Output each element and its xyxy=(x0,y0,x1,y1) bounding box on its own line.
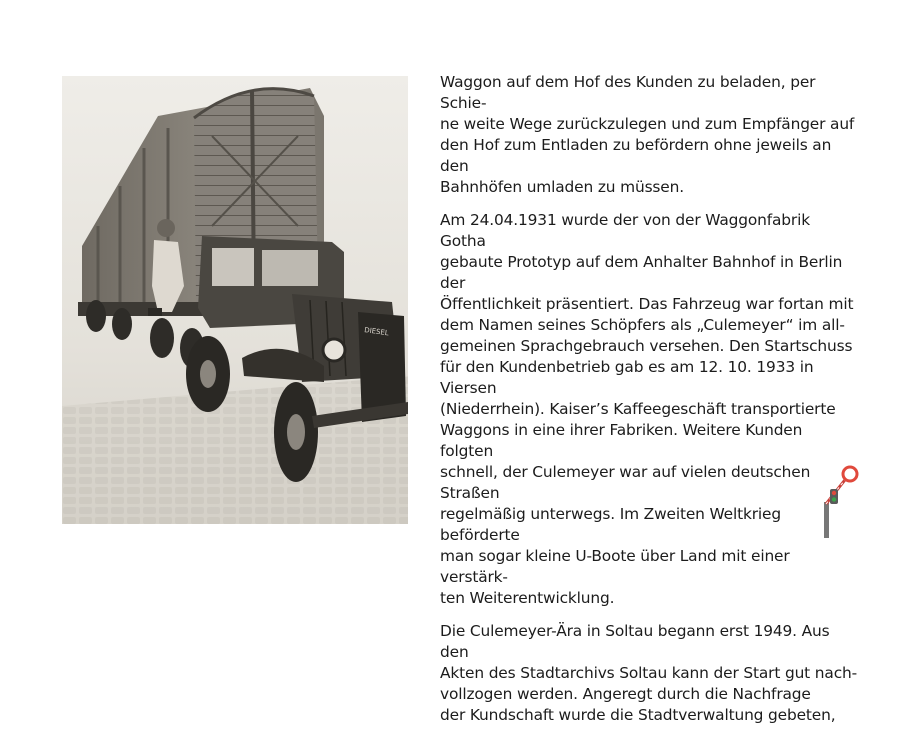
culemeyer-photo xyxy=(62,76,408,524)
article-text xyxy=(440,72,858,738)
railway-signal-icon xyxy=(812,462,860,538)
photo-plate-text: DIESEL xyxy=(363,326,390,338)
paragraph-1: Waggon auf dem Hof des Kunden zu beladen, per Schie- ne weite Wege zurückzulegen und zum Empfänger auf den Hof zum Entladen zu befördern ohne jeweils an den Bahnhöfen umladen zu müssen. xyxy=(440,73,855,196)
paragraph-3: Die Culemeyer-Ära in Soltau begann erst 1949. Aus den Akten des Stadtarchivs Soltau kann der Start gut nach- vollzogen werden. Angeregt durch die Nachfrage der Kundschaft wurde die Stadtverwaltung gebeten, xyxy=(440,622,858,724)
paragraph-2: Am 24.04.1931 wurde der von der Waggonfabrik Gotha gebaute Prototyp auf dem Anhalter Bahnhof in Berlin der Öffentlichkeit präsentiert. Das Fahrzeug war fortan mit dem Namen seines Schöpfers als „Culemeyer“ im all- gemeinen Sprachgebrauch versehen. Den Startschuss für den Kundenbetrieb gab es am 12. 10. 1933 in Viersen (Niederrhein). Kaiser’s Kaffeegeschäft transportierte Waggons in eine ihrer Fabriken. Weitere Kunden folgten schnell, der Culemeyer war auf vielen deutschen Straßen regelmäßig unterwegs. Im Zweiten Weltkrieg beförderte man sogar kleine U-Boote über Land mit einer verstärk- ten Weiterentwicklung. xyxy=(440,211,854,607)
